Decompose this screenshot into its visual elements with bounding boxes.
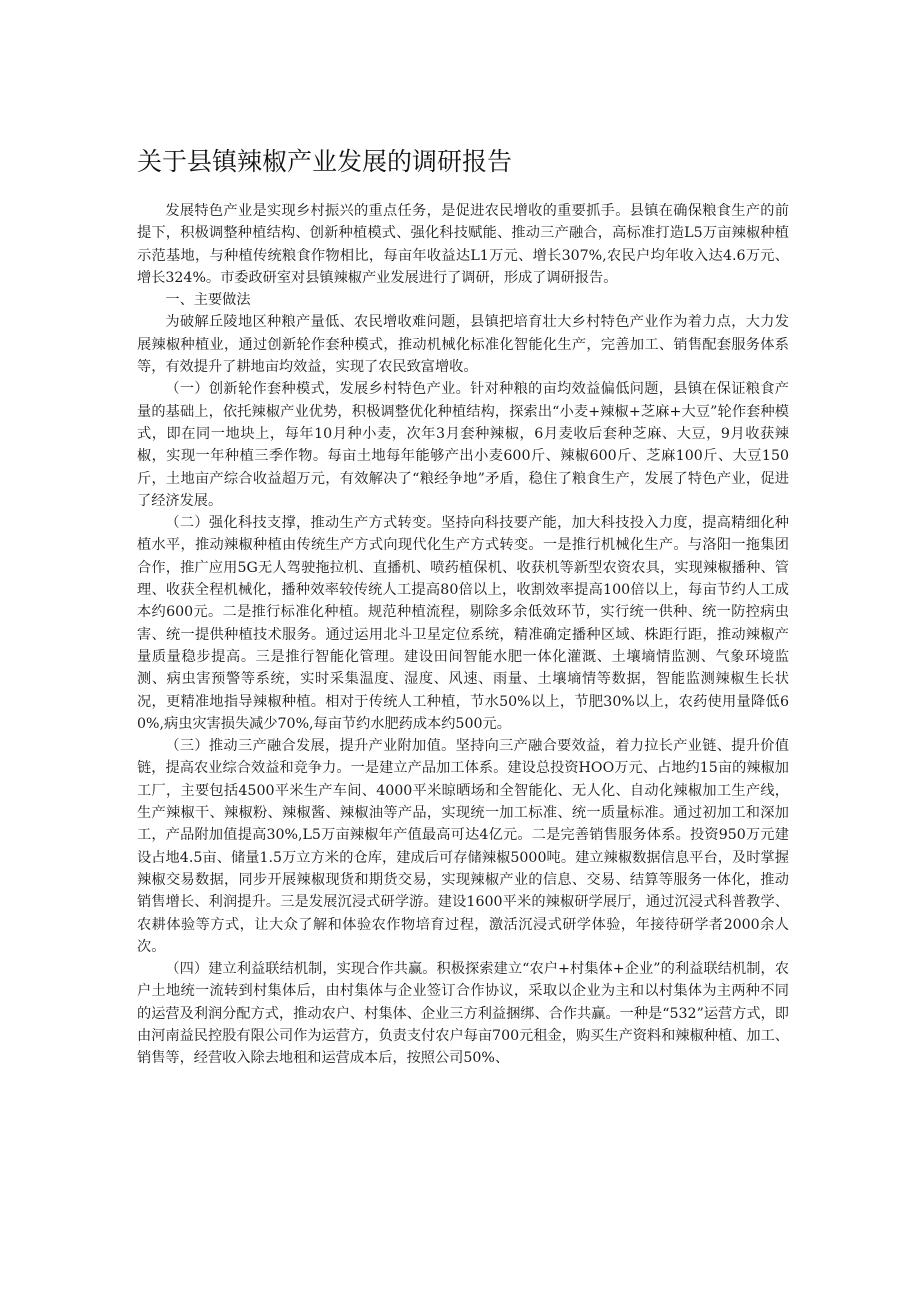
intro-paragraph: 发展特色产业是实现乡村振兴的重点任务，是促进农民增收的重要抓手。县镇在确保粮食生产的前提下，积极调整种植结构、创新种植模式、强化科技赋能、推动三产融合，高标准打造L5万亩辣椒种植示范基地，与种植传统粮食作物相比，每亩年收益达L1万元、增长307%,农民户均年收入达4.6万元、增长324%。市委政研室对县镇辣椒产业发展进行了调研，形成了调研报告。: [137, 203, 789, 286]
paragraph-industry-integration: （三）推动三产融合发展，提升产业附加值。坚持向三产融合要效益，着力拉长产业链、提升价值链，提高农业综合效益和竞争力。一是建立产品加工体系。建设总投资HOO万元、占地约15亩的辣椒加工厂，主要包括4500平米生产车间、4000平米晾晒场和全智能化、无人化、自动化辣椒加工生产线，生产辣椒干、辣椒粉、辣椒酱、辣椒油等产品，实现统一加工标准、统一质量标准。通过初加工和深加工，产品附加值提高30%,L5万亩辣椒年产值最高可达4亿元。二是完善销售服务体系。投资950万元建设占地4.5亩、储量1.5万立方米的仓库，建成后可存储辣椒5000吨。建立辣椒数据信息平台，及时掌握辣椒交易数据，同步开展辣椒现货和期货交易，实现辣椒产业的信息、交易、结算等服务一体化，推动销售增长、利润提升。三是发展沉浸式研学游。建设1600平米的辣椒研学展厅，通过沉浸式科普教学、农耕体验等方式，让大众了解和体验农作物培育过程，激活沉浸式研学体验，年接待研学者2000余人次。: [137, 738, 789, 955]
paragraph-rotation-planting: （一）创新轮作套种模式，发展乡村特色产业。针对种粮的亩均效益偏低问题，县镇在保证粮食产量的基础上，依托辣椒产业优势，积极调整优化种植结构，探索出“小麦+辣椒+芝麻+大豆”轮作套种模式，即在同一地块上，每年10月种小麦，次年3月套种辣椒，6月麦收后套种芝麻、大豆，9月收获辣椒，实现一年种植三季作物。每亩土地每年能够产出小麦600斤、辣椒600斤、芝麻100斤、大豆150斤，土地亩产综合收益超万元，有效解决了“粮经争地”矛盾，稳住了粮食生产，发展了特色产业，促进了经济发展。: [137, 381, 789, 509]
paragraph-interest-linkage: （四）建立利益联结机制，实现合作共赢。积极探索建立“农户+村集体+企业”的利益联结机制，农户土地统一流转到村集体后，由村集体与企业签订合作协议，采取以企业为主和以村集体为主两种不同的运营及利润分配方式，推动农户、村集体、企业三方利益捆绑、合作共赢。一种是“532”运营方式，即由河南益民控股有限公司作为运营方，负责支付农户每亩700元租金，购买生产资料和辣椒种植、加工、销售等，经营收入除去地租和运营成本后，按照公司50%、: [137, 961, 789, 1067]
document-page: [137, 144, 789, 1070]
paragraph-tech-support: （二）强化科技支撑，推动生产方式转变。坚持向科技要产能，加大科技投入力度，提高精细化种植水平，推动辣椒种植由传统生产方式向现代化生产方式转变。一是推行机械化生产。与洛阳一拖集团合作，推广应用5G无人驾驶拖拉机、直播机、喷药植保机、收获机等新型农资农具，实现辣椒播种、管理、收获全程机械化，播种效率较传统人工提高80倍以上，收割效率提高100倍以上，每亩节约人工成本约600元。二是推行标准化种植。规范种植流程，剔除多余低效环节，实行统一供种、统一防控病虫害、统一提供种植技术服务。通过运用北斗卫星定位系统，精准确定播种区域、株距行距，推动辣椒产量质量稳步提高。三是推行智能化管理。建设田间智能水肥一体化灌溉、土壤墒情监测、气象环境监测、病虫害预警等系统，实时采集温度、湿度、风速、雨量、土壤墒情等数据，智能监测辣椒生长状况，更精准地指导辣椒种植。相对于传统人工种植，节水50%以上，节肥30%以上，农药使用量降低60%,病虫灾害损失减少70%,每亩节约水肥药成本约500元。: [137, 515, 789, 732]
section-intro-paragraph: 为破解丘陵地区种粮产量低、农民增收难问题，县镇把培育壮大乡村特色产业作为着力点，大力发展辣椒种植业，通过创新轮作套种模式，推动机械化标准化智能化生产，完善加工、销售配套服务体系等，有效提升了耕地亩均效益，实现了农民致富增收。: [137, 314, 789, 376]
document-title: 关于县镇辣椒产业发展的调研报告: [137, 147, 513, 176]
section-heading-main-practices: 一、主要做法: [165, 292, 251, 309]
